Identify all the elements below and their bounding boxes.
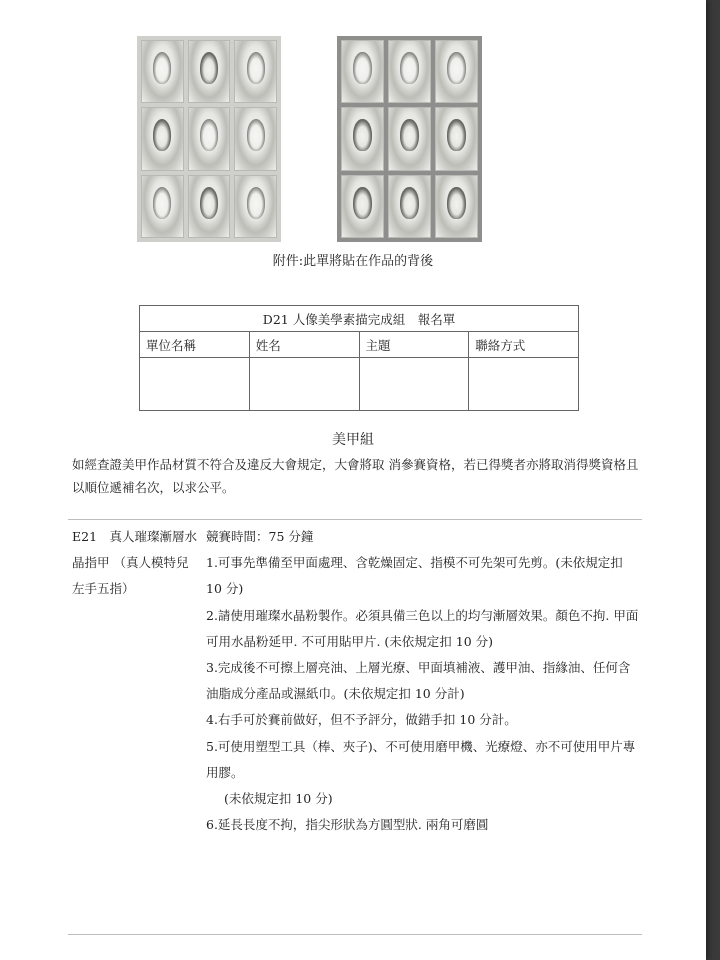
header-unit-name: 單位名稱 — [140, 332, 250, 358]
section-title: 美甲組 — [332, 432, 374, 448]
header-name: 姓名 — [249, 332, 359, 358]
rule-item: 2.請使用璀璨水晶粉製作。必須具備三色以上的均勻漸層效果。顏色不拘. 甲面可用水晶粉延甲. 不可用貼甲片. (未依規定扣 10 分) — [206, 607, 639, 649]
rule-item: 3.完成後不可擦上層亮油、上層光療、甲面填補液、護甲油、指緣油、任何含油脂成分產品或濕紙巾。(未依規定扣 10 分計) — [206, 660, 631, 702]
sketch-photo-right — [337, 36, 482, 242]
rule-item: 6.延長長度不拘，指尖形狀為方圓型狀. 兩角可磨圓 — [206, 817, 489, 833]
registration-form-title: D21 人像美學素描完成組 報名單 — [140, 306, 579, 332]
rule-item: 5.可使用塑型工具（棒、夾子)、不可使用磨甲機、光療燈、亦不可使用甲片專用膠。 — [206, 738, 636, 780]
header-theme: 主題 — [359, 332, 469, 358]
divider-bottom — [68, 934, 642, 935]
attachment-caption: 附件:此單將貼在作品的背後 — [272, 254, 434, 269]
competition-label: E21 真人璀璨漸層水晶指甲 （真人模特兒左手五指） — [72, 529, 198, 596]
cell-name — [249, 358, 359, 411]
intro-paragraph: 如經查證美甲作品材質不符合及違反大會規定，大會將取 消參賽資格，若已得獎者亦將取消得獎資格且以順位遞補名次，以求公平。 — [72, 457, 639, 495]
sketch-photo-left — [137, 36, 281, 242]
rule-item: 4.右手可於賽前做好，但不予評分，做錯手扣 10 分計。 — [206, 712, 517, 728]
cell-unit-name — [140, 358, 250, 411]
rule-item: 1.可事先準備至甲面處理、含乾燥固定、指模不可先架可先剪。(未依規定扣 10 分) — [206, 555, 623, 597]
registration-form-table — [139, 305, 579, 411]
competition-rules — [206, 524, 642, 838]
rule-item: (未依規定扣 10 分) — [224, 791, 333, 807]
header-contact: 聯絡方式 — [469, 332, 579, 358]
competition-time: 競賽時間：75 分鐘 — [206, 529, 314, 544]
cell-contact — [469, 358, 579, 411]
divider-top — [68, 519, 642, 520]
cell-theme — [359, 358, 469, 411]
